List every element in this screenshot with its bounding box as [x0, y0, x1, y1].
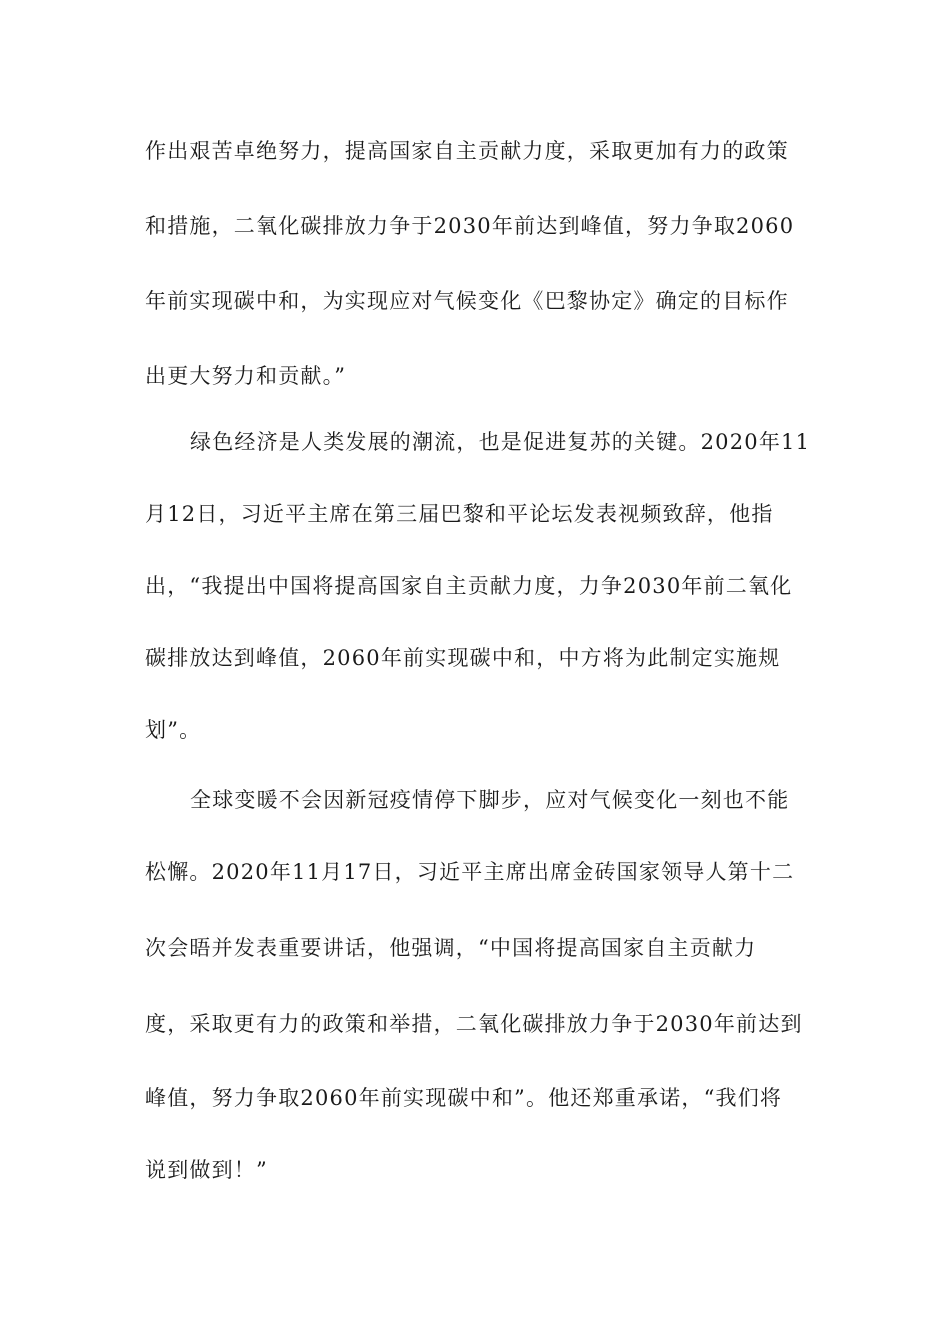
text-line: 出，“我提出中国将提高国家自主贡献力度，力争2030年前二氧化 — [145, 574, 793, 598]
text-line: 峰值，努力争取2060年前实现碳中和”。他还郑重承诺，“我们将 — [145, 1086, 783, 1110]
text-line: 说到做到！” — [145, 1158, 268, 1182]
text-line: 次会晤并发表重要讲话，他强调，“中国将提高国家自主贡献力 — [145, 936, 757, 960]
text-line: 出更大努力和贡献。” — [145, 364, 347, 388]
text-line: 松懈。2020年11月17日，习近平主席出席金砖国家领导人第十二 — [145, 860, 795, 884]
text-line: 月12日，习近平主席在第三届巴黎和平论坛发表视频致辞，他指 — [145, 502, 774, 526]
text-line: 年前实现碳中和，为实现应对气候变化《巴黎协定》确定的目标作 — [145, 289, 789, 313]
text-line: 作出艰苦卓绝努力，提高国家自主贡献力度，采取更加有力的政策 — [145, 139, 789, 163]
text-line: 和措施，二氧化碳排放力争于2030年前达到峰值，努力争取2060 — [145, 214, 795, 238]
text-line: 划”。 — [145, 718, 202, 742]
text-line: 全球变暖不会因新冠疫情停下脚步，应对气候变化一刻也不能 — [190, 788, 790, 812]
text-line: 碳排放达到峰值，2060年前实现碳中和，中方将为此制定实施规 — [145, 646, 781, 670]
text-line: 绿色经济是人类发展的潮流，也是促进复苏的关键。2020年11 — [190, 430, 811, 454]
text-line: 度，采取更有力的政策和举措，二氧化碳排放力争于2030年前达到 — [145, 1012, 803, 1036]
